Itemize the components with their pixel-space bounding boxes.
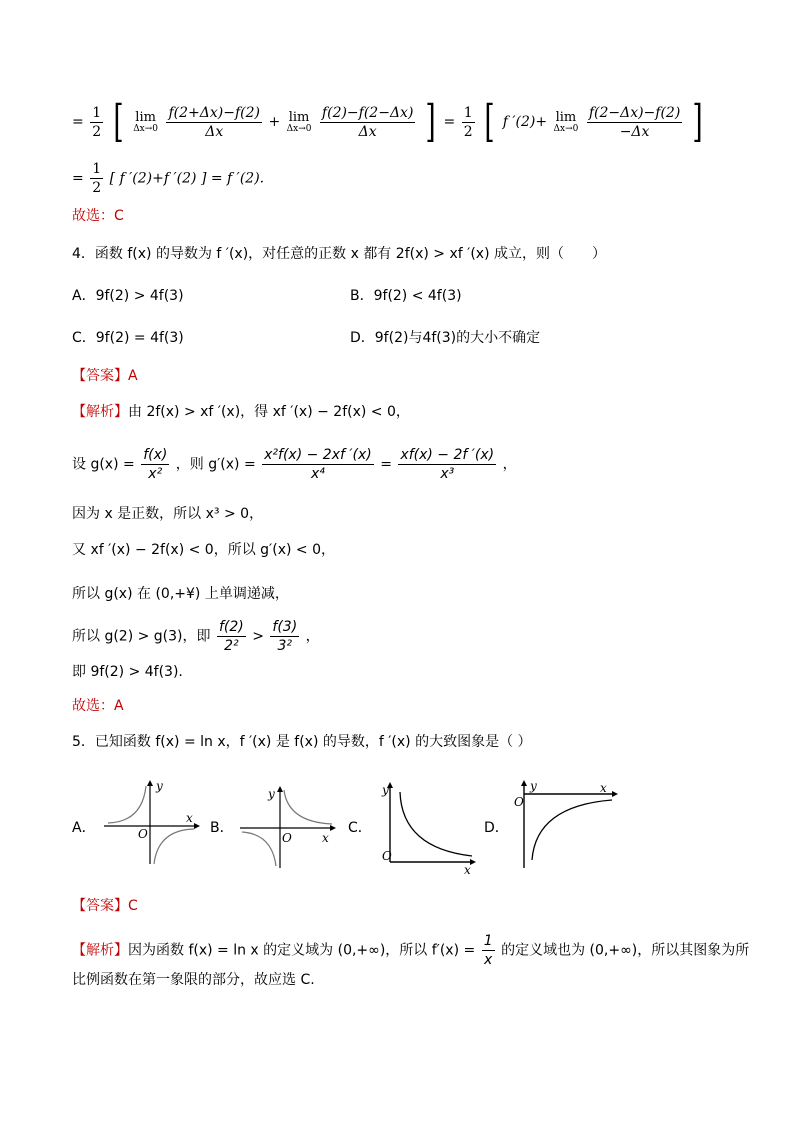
graph-a-x-label: x	[186, 811, 193, 825]
q4-option-c: C．9f(2) = 4f(3)	[72, 330, 184, 346]
q4-analysis-line-6: 所以 g(2) > g(3)，即 $\frac{f(2)}{\text{2²}}$ > $\frac{f(3)}{\text{3²}}$ ，	[72, 619, 320, 654]
q5-graph-d	[510, 778, 622, 870]
graph-b-y-label: y	[268, 787, 275, 801]
q3-derivation-line-1: = $\frac{1}{2}$ [ lim Δx→0 $\frac{f(2+\Delta x)-f(2)}{\Delta x}$ + lim Δx→0 $\frac{f(2)-f(2-\Delta x)}{\Delta x}$ ] = $\frac{1}{2}$ [ f ′(2)+ lim Δx→0 $\frac{f(2-\Delta x)-f(2)}{-\Delta x}$ ]	[72, 96, 703, 147]
graph-d-x-label: x	[600, 781, 607, 795]
graph-b-origin: O	[282, 831, 292, 845]
graph-a-origin: O	[138, 827, 148, 841]
graph-c-y-label: y	[382, 783, 389, 797]
q4-option-d: D．9f(2)与4f(3)的大小不确定	[350, 330, 541, 346]
q3-derivation-line-2: = $\frac{1}{2}$ [ f ′(2)+f ′(2) ] = f ′(2).	[72, 161, 265, 196]
q5-analysis-line-2: 比例函数在第一象限的部分，故应选 C.	[72, 972, 315, 988]
graph-d-y-label: y	[530, 779, 537, 793]
q4-analysis-line-1: 【解析】由 2f(x) > xf ′(x)，得 xf ′(x) − 2f(x) < 0，	[72, 404, 410, 420]
graph-d-origin: O	[514, 795, 524, 809]
q4-analysis-line-5: 所以 g(x) 在 (0,+¥) 上单调递减，	[72, 586, 289, 602]
q5-graph-c	[380, 778, 480, 874]
q4-analysis-line-7: 即 9f(2) > 4f(3).	[72, 664, 183, 680]
q5-graph-b	[238, 784, 338, 870]
q5-answer: 【答案】C	[72, 898, 138, 914]
q5-label-b: B．	[210, 820, 234, 836]
q4-answer: 【答案】A	[72, 368, 138, 384]
q4-option-a: A．9f(2) > 4f(3)	[72, 288, 184, 304]
q3-choice: 故选：C	[72, 208, 124, 224]
graph-b-x-label: x	[322, 831, 329, 845]
q5-label-a: A．	[72, 820, 96, 836]
q5-graph-a	[102, 778, 202, 868]
q5-label-c: C．	[348, 820, 372, 836]
q5-analysis-line-1: 【解析】因为函数 f(x) = ln x 的定义域为 (0,+∞)，所以 f′(x) = $\frac{1}{x}$ 的定义域也为 (0,+∞)，所以其图象为所	[72, 933, 750, 968]
graph-c-x-label: x	[464, 863, 471, 874]
q4-choice: 故选：A	[72, 698, 124, 714]
graph-a-y-label: y	[156, 779, 163, 793]
q4-option-b: B．9f(2) < 4f(3)	[350, 288, 462, 304]
graph-c-origin: O	[382, 849, 392, 863]
q4-analysis-line-2: 设 g(x) = $\frac{f(x)}{\text{x²}}$ ，则 g′(x) = $\frac{\text{x²f(x) − 2xf ′(x)}}{\text{x⁴}}$ = $\frac{xf(x) - 2f '(x)}{\text{x³}}$ ，	[72, 447, 517, 482]
q5-label-d: D．	[484, 820, 509, 836]
q4-analysis-line-3: 因为 x 是正数，所以 x³ > 0，	[72, 506, 264, 522]
q4-stem: 4．函数 f(x) 的导数为 f ′(x)，对任意的正数 x 都有 2f(x) > xf ′(x) 成立，则（ ）	[72, 246, 606, 262]
q5-stem: 5．已知函数 f(x) = ln x，f ′(x) 是 f(x) 的导数，f ′(x) 的大致图象是（ ）	[72, 734, 532, 750]
q4-analysis-line-4: 又 xf ′(x) − 2f(x) < 0，所以 g′(x) < 0，	[72, 542, 335, 558]
